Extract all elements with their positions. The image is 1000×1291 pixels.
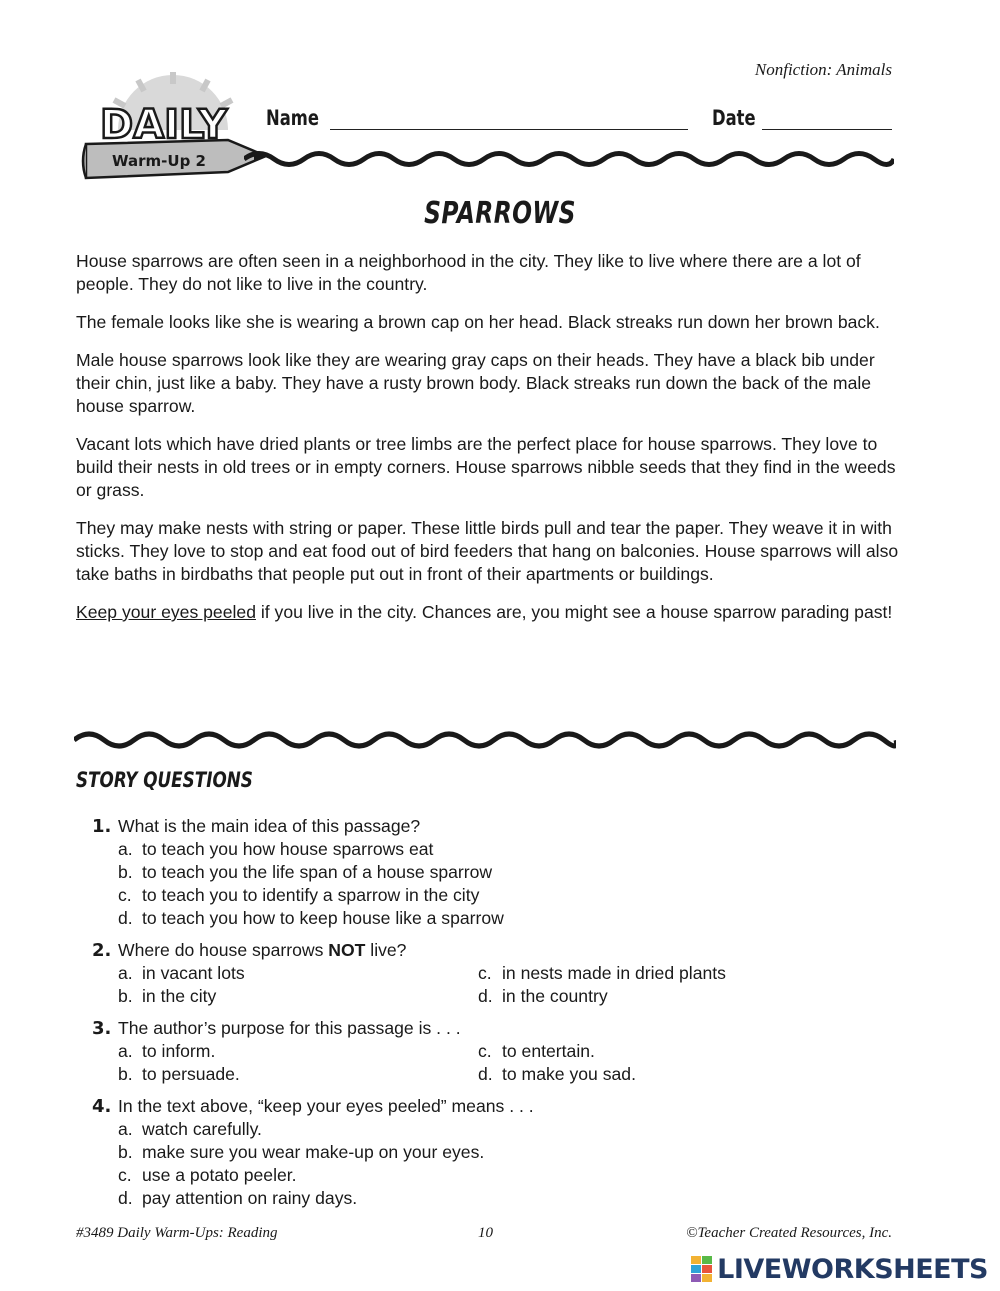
option-text: to teach you to identify a sparrow in the city [142, 885, 480, 905]
liveworksheets-link[interactable] [691, 1254, 988, 1285]
idiom-phrase: Keep your eyes peeled [76, 602, 256, 622]
footer-book-title: #3489 Daily Warm-Ups: Reading [76, 1225, 278, 1241]
option-letter: a. [118, 963, 133, 983]
category-label: Nonfiction: Animals [754, 60, 892, 79]
story-questions-heading: STORY QUESTIONS [76, 768, 253, 792]
option-letter: a. [118, 1041, 133, 1061]
option-letter: c. [478, 963, 492, 983]
answer-option[interactable] [478, 962, 838, 985]
name-label: Name [266, 106, 319, 130]
wavy-divider-middle [74, 728, 896, 752]
paragraph [76, 601, 900, 624]
paragraph: Male house sparrows look like they are wearing gray caps on their heads. They have a black bib under their chin, just like a baby. They have a rusty brown body. Black streaks run down the back of the male house sparrow. [76, 350, 875, 416]
wavy-divider-top [244, 148, 894, 170]
option-letter: d. [478, 986, 493, 1006]
answer-option[interactable] [118, 962, 478, 985]
option-text: in the country [502, 986, 608, 1006]
question-1 [92, 815, 912, 930]
question-text: live? [365, 940, 407, 960]
answer-option[interactable] [478, 1063, 838, 1086]
reading-passage [76, 250, 900, 639]
date-label: Date [712, 106, 756, 130]
option-text: to inform. [142, 1041, 216, 1061]
option-letter: c. [118, 1165, 132, 1185]
answer-option[interactable] [478, 1040, 838, 1063]
option-letter: c. [118, 885, 132, 905]
date-field[interactable] [762, 129, 892, 130]
option-letter: b. [118, 986, 133, 1006]
page-title: SPARROWS [424, 196, 576, 231]
option-letter: b. [118, 862, 133, 882]
option-letter: d. [118, 908, 133, 928]
questions-list [92, 815, 912, 1219]
answer-option[interactable] [118, 985, 478, 1008]
option-text: to make you sad. [502, 1064, 636, 1084]
option-text: in nests made in dried plants [502, 963, 726, 983]
name-field[interactable] [330, 129, 688, 130]
question-text: In the text above, “keep your eyes peeled” means . . . [118, 1096, 534, 1116]
question-number: 3. [92, 1018, 112, 1039]
page-number: 10 [478, 1225, 493, 1241]
question-emphasis: NOT [328, 940, 366, 960]
option-letter: c. [478, 1041, 492, 1061]
option-text: make sure you wear make-up on your eyes. [142, 1142, 485, 1162]
option-letter: d. [118, 1188, 133, 1208]
liveworksheets-brand-text: LIVEWORKSHEETS [717, 1254, 988, 1285]
question-number: 2. [92, 940, 112, 961]
answer-option[interactable] [118, 907, 912, 930]
option-text: to teach you how house sparrows eat [142, 839, 434, 859]
option-text: in vacant lots [142, 963, 245, 983]
question-text: What is the main idea of this passage? [118, 816, 421, 836]
footer-copyright: ©Teacher Created Resources, Inc. [686, 1225, 892, 1241]
logo-title: DAILY [100, 102, 228, 148]
answer-option[interactable] [118, 884, 912, 907]
option-letter: a. [118, 839, 133, 859]
answer-option[interactable] [478, 985, 838, 1008]
logo-subtitle: Warm-Up 2 [112, 152, 206, 170]
answer-option[interactable] [118, 1164, 912, 1187]
option-text: to entertain. [502, 1041, 595, 1061]
option-text: watch carefully. [142, 1119, 262, 1139]
option-text: to persuade. [142, 1064, 240, 1084]
question-2 [92, 939, 912, 1008]
option-text: to teach you how to keep house like a sparrow [142, 908, 504, 928]
paragraph: Vacant lots which have dried plants or tree limbs are the perfect place for house sparrows. They love to build their nests in old trees or in empty corners. House sparrows nibble seeds that they find in the weeds or grass. [76, 434, 896, 500]
option-text: to teach you the life span of a house sparrow [142, 862, 493, 882]
question-number: 1. [92, 816, 112, 837]
question-text: Where do house sparrows [118, 940, 329, 960]
question-4 [92, 1095, 912, 1210]
paragraph: The female looks like she is wearing a brown cap on her head. Black streaks run down her brown back. [76, 312, 880, 332]
paragraph: They may make nests with string or paper. These little birds pull and tear the paper. They weave it in with sticks. They love to stop and eat food out of bird feeders that hang on balconies. House sparrows will also take baths in birdbaths that people put out in front of their apartments or buildings. [76, 518, 899, 584]
paragraph: House sparrows are often seen in a neighborhood in the city. They like to live where there are a lot of people. They do not like to live in the country. [76, 251, 861, 294]
answer-option[interactable] [118, 838, 912, 861]
answer-option[interactable] [118, 1187, 912, 1210]
answer-option[interactable] [118, 861, 912, 884]
answer-option[interactable] [118, 1141, 912, 1164]
paragraph-text: if you live in the city. Chances are, you might see a house sparrow parading past! [255, 602, 893, 622]
option-letter: d. [478, 1064, 493, 1084]
answer-option[interactable] [118, 1063, 478, 1086]
answer-option[interactable] [118, 1118, 912, 1141]
option-text: use a potato peeler. [142, 1165, 297, 1185]
option-text: pay attention on rainy days. [142, 1188, 358, 1208]
question-text: The author’s purpose for this passage is . . . [118, 1018, 461, 1038]
question-number: 4. [92, 1096, 112, 1117]
option-text: in the city [142, 986, 217, 1006]
option-letter: a. [118, 1119, 133, 1139]
option-letter: b. [118, 1142, 133, 1162]
question-3 [92, 1017, 912, 1086]
liveworksheets-logo-icon [691, 1256, 713, 1284]
answer-option[interactable] [118, 1040, 478, 1063]
option-letter: b. [118, 1064, 133, 1084]
